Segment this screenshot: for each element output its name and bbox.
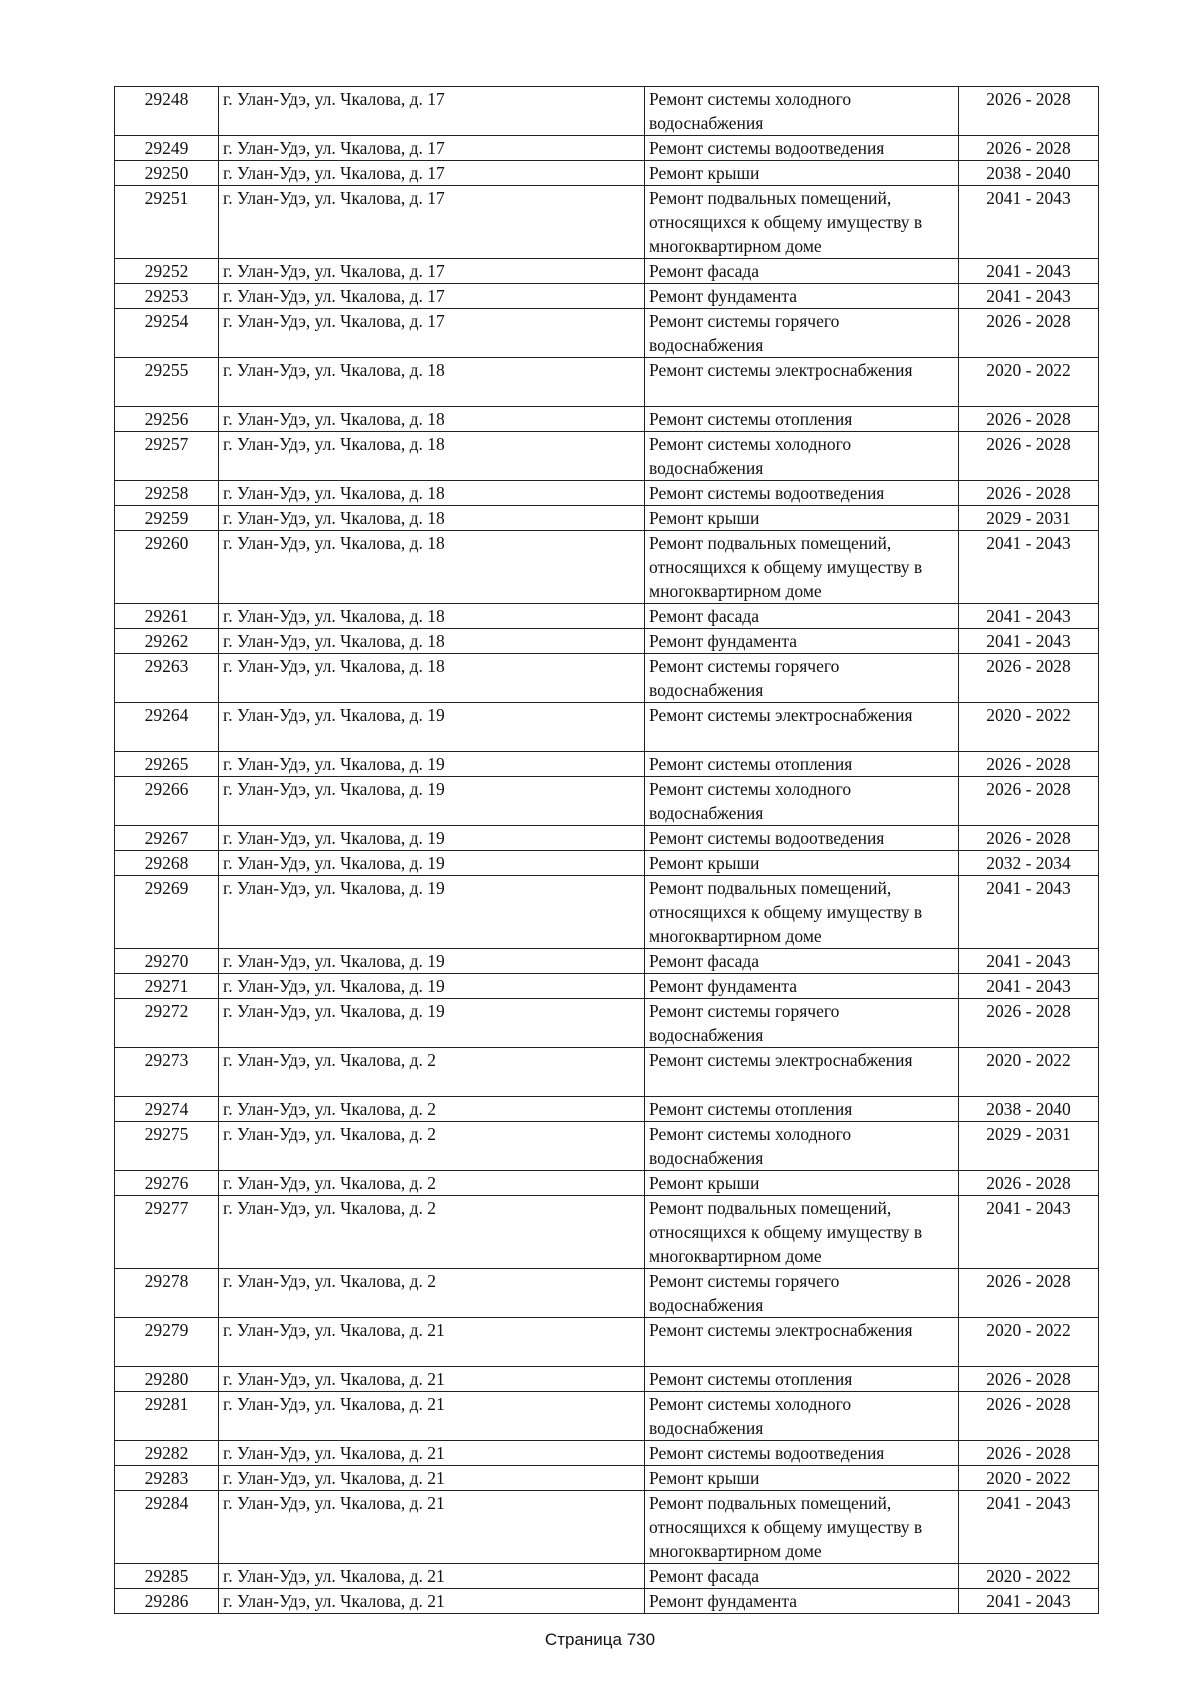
address-cell: г. Улан-Удэ, ул. Чкалова, д. 18 <box>219 530 645 603</box>
address-cell: г. Улан-Удэ, ул. Чкалова, д. 18 <box>219 480 645 505</box>
address-cell: г. Улан-Удэ, ул. Чкалова, д. 19 <box>219 703 645 752</box>
row-number-cell: 29261 <box>115 604 219 629</box>
period-cell: 2026 - 2028 <box>959 999 1099 1048</box>
row-number-cell: 29276 <box>115 1170 219 1195</box>
table-row <box>115 1195 1099 1268</box>
address-cell: г. Улан-Удэ, ул. Чкалова, д. 21 <box>219 1589 645 1614</box>
address-cell: г. Улан-Удэ, ул. Чкалова, д. 21 <box>219 1318 645 1367</box>
table-row <box>115 1391 1099 1440</box>
row-number-cell: 29269 <box>115 875 219 948</box>
period-cell: 2041 - 2043 <box>959 1195 1099 1268</box>
address-cell: г. Улан-Удэ, ул. Чкалова, д. 19 <box>219 999 645 1048</box>
row-number-cell: 29282 <box>115 1440 219 1465</box>
period-cell: 2026 - 2028 <box>959 1440 1099 1465</box>
table-row <box>115 1465 1099 1490</box>
table-row <box>115 1589 1099 1614</box>
work-type-cell: Ремонт фундамента <box>645 1589 959 1614</box>
work-type-cell: Ремонт системы отопления <box>645 1366 959 1391</box>
table-row <box>115 505 1099 530</box>
table-row <box>115 1170 1099 1195</box>
work-type-cell: Ремонт системы холодного водоснабжения <box>645 776 959 825</box>
row-number-cell: 29258 <box>115 480 219 505</box>
row-number-cell: 29283 <box>115 1465 219 1490</box>
table-row <box>115 136 1099 161</box>
period-cell: 2026 - 2028 <box>959 751 1099 776</box>
work-type-cell: Ремонт системы электроснабжения <box>645 1318 959 1367</box>
table-row <box>115 825 1099 850</box>
table-row <box>115 875 1099 948</box>
work-type-cell: Ремонт системы электроснабжения <box>645 703 959 752</box>
row-number-cell: 29254 <box>115 309 219 358</box>
row-number-cell: 29277 <box>115 1195 219 1268</box>
table-row <box>115 259 1099 284</box>
address-cell: г. Улан-Удэ, ул. Чкалова, д. 19 <box>219 875 645 948</box>
row-number-cell: 29253 <box>115 284 219 309</box>
address-cell: г. Улан-Удэ, ул. Чкалова, д. 17 <box>219 87 645 136</box>
period-cell: 2020 - 2022 <box>959 358 1099 407</box>
row-number-cell: 29260 <box>115 530 219 603</box>
table-row <box>115 776 1099 825</box>
address-cell: г. Улан-Удэ, ул. Чкалова, д. 19 <box>219 850 645 875</box>
table-row <box>115 530 1099 603</box>
row-number-cell: 29281 <box>115 1391 219 1440</box>
work-type-cell: Ремонт фундамента <box>645 974 959 999</box>
period-cell: 2041 - 2043 <box>959 604 1099 629</box>
period-cell: 2041 - 2043 <box>959 1490 1099 1563</box>
row-number-cell: 29266 <box>115 776 219 825</box>
address-cell: г. Улан-Удэ, ул. Чкалова, д. 2 <box>219 1048 645 1097</box>
address-cell: г. Улан-Удэ, ул. Чкалова, д. 18 <box>219 629 645 654</box>
period-cell: 2026 - 2028 <box>959 480 1099 505</box>
period-cell: 2038 - 2040 <box>959 161 1099 186</box>
row-number-cell: 29262 <box>115 629 219 654</box>
row-number-cell: 29274 <box>115 1096 219 1121</box>
row-number-cell: 29284 <box>115 1490 219 1563</box>
address-cell: г. Улан-Удэ, ул. Чкалова, д. 19 <box>219 949 645 974</box>
period-cell: 2026 - 2028 <box>959 1269 1099 1318</box>
row-number-cell: 29285 <box>115 1564 219 1589</box>
period-cell: 2032 - 2034 <box>959 850 1099 875</box>
work-type-cell: Ремонт системы водоотведения <box>645 825 959 850</box>
work-type-cell: Ремонт системы горячего водоснабжения <box>645 999 959 1048</box>
row-number-cell: 29268 <box>115 850 219 875</box>
period-cell: 2041 - 2043 <box>959 949 1099 974</box>
row-number-cell: 29255 <box>115 358 219 407</box>
address-cell: г. Улан-Удэ, ул. Чкалова, д. 18 <box>219 406 645 431</box>
work-type-cell: Ремонт подвальных помещений, относящихся к общему имуществу в многоквартирном доме <box>645 186 959 259</box>
work-type-cell: Ремонт системы водоотведения <box>645 480 959 505</box>
address-cell: г. Улан-Удэ, ул. Чкалова, д. 18 <box>219 431 645 480</box>
table-row <box>115 1096 1099 1121</box>
work-type-cell: Ремонт фундамента <box>645 629 959 654</box>
work-type-cell: Ремонт подвальных помещений, относящихся к общему имуществу в многоквартирном доме <box>645 1195 959 1268</box>
period-cell: 2020 - 2022 <box>959 1564 1099 1589</box>
row-number-cell: 29250 <box>115 161 219 186</box>
row-number-cell: 29270 <box>115 949 219 974</box>
row-number-cell: 29267 <box>115 825 219 850</box>
work-type-cell: Ремонт системы холодного водоснабжения <box>645 1121 959 1170</box>
period-cell: 2026 - 2028 <box>959 431 1099 480</box>
row-number-cell: 29280 <box>115 1366 219 1391</box>
table-row <box>115 309 1099 358</box>
row-number-cell: 29251 <box>115 186 219 259</box>
table-row <box>115 629 1099 654</box>
address-cell: г. Улан-Удэ, ул. Чкалова, д. 21 <box>219 1490 645 1563</box>
table-row <box>115 604 1099 629</box>
work-type-cell: Ремонт системы водоотведения <box>645 1440 959 1465</box>
work-type-cell: Ремонт фундамента <box>645 284 959 309</box>
table-row <box>115 1366 1099 1391</box>
period-cell: 2026 - 2028 <box>959 776 1099 825</box>
work-type-cell: Ремонт крыши <box>645 850 959 875</box>
row-number-cell: 29259 <box>115 505 219 530</box>
table-row <box>115 87 1099 136</box>
address-cell: г. Улан-Удэ, ул. Чкалова, д. 21 <box>219 1440 645 1465</box>
period-cell: 2020 - 2022 <box>959 1465 1099 1490</box>
address-cell: г. Улан-Удэ, ул. Чкалова, д. 17 <box>219 309 645 358</box>
address-cell: г. Улан-Удэ, ул. Чкалова, д. 18 <box>219 654 645 703</box>
work-type-cell: Ремонт системы водоотведения <box>645 136 959 161</box>
address-cell: г. Улан-Удэ, ул. Чкалова, д. 19 <box>219 825 645 850</box>
table-row <box>115 949 1099 974</box>
period-cell: 2026 - 2028 <box>959 1391 1099 1440</box>
period-cell: 2041 - 2043 <box>959 1589 1099 1614</box>
address-cell: г. Улан-Удэ, ул. Чкалова, д. 18 <box>219 358 645 407</box>
work-type-cell: Ремонт фасада <box>645 1564 959 1589</box>
row-number-cell: 29275 <box>115 1121 219 1170</box>
repair-schedule-table <box>114 86 1099 1614</box>
address-cell: г. Улан-Удэ, ул. Чкалова, д. 17 <box>219 259 645 284</box>
row-number-cell: 29263 <box>115 654 219 703</box>
work-type-cell: Ремонт системы горячего водоснабжения <box>645 654 959 703</box>
work-type-cell: Ремонт крыши <box>645 161 959 186</box>
work-type-cell: Ремонт крыши <box>645 505 959 530</box>
work-type-cell: Ремонт системы холодного водоснабжения <box>645 1391 959 1440</box>
work-type-cell: Ремонт крыши <box>645 1465 959 1490</box>
work-type-cell: Ремонт системы электроснабжения <box>645 358 959 407</box>
period-cell: 2020 - 2022 <box>959 1048 1099 1097</box>
period-cell: 2026 - 2028 <box>959 825 1099 850</box>
period-cell: 2026 - 2028 <box>959 406 1099 431</box>
row-number-cell: 29278 <box>115 1269 219 1318</box>
row-number-cell: 29272 <box>115 999 219 1048</box>
period-cell: 2020 - 2022 <box>959 1318 1099 1367</box>
period-cell: 2026 - 2028 <box>959 1366 1099 1391</box>
period-cell: 2029 - 2031 <box>959 505 1099 530</box>
table-row <box>115 751 1099 776</box>
address-cell: г. Улан-Удэ, ул. Чкалова, д. 2 <box>219 1121 645 1170</box>
table-row <box>115 358 1099 407</box>
period-cell: 2038 - 2040 <box>959 1096 1099 1121</box>
work-type-cell: Ремонт системы холодного водоснабжения <box>645 431 959 480</box>
period-cell: 2041 - 2043 <box>959 974 1099 999</box>
period-cell: 2041 - 2043 <box>959 629 1099 654</box>
table-row <box>115 999 1099 1048</box>
address-cell: г. Улан-Удэ, ул. Чкалова, д. 2 <box>219 1269 645 1318</box>
address-cell: г. Улан-Удэ, ул. Чкалова, д. 21 <box>219 1564 645 1589</box>
work-type-cell: Ремонт подвальных помещений, относящихся к общему имуществу в многоквартирном доме <box>645 530 959 603</box>
period-cell: 2041 - 2043 <box>959 259 1099 284</box>
work-type-cell: Ремонт системы горячего водоснабжения <box>645 309 959 358</box>
address-cell: г. Улан-Удэ, ул. Чкалова, д. 2 <box>219 1096 645 1121</box>
period-cell: 2026 - 2028 <box>959 654 1099 703</box>
address-cell: г. Улан-Удэ, ул. Чкалова, д. 2 <box>219 1195 645 1268</box>
row-number-cell: 29273 <box>115 1048 219 1097</box>
period-cell: 2041 - 2043 <box>959 186 1099 259</box>
table-row <box>115 406 1099 431</box>
work-type-cell: Ремонт фасада <box>645 949 959 974</box>
table-row <box>115 1318 1099 1367</box>
row-number-cell: 29265 <box>115 751 219 776</box>
address-cell: г. Улан-Удэ, ул. Чкалова, д. 18 <box>219 604 645 629</box>
table-row <box>115 161 1099 186</box>
address-cell: г. Улан-Удэ, ул. Чкалова, д. 21 <box>219 1366 645 1391</box>
work-type-cell: Ремонт системы холодного водоснабжения <box>645 87 959 136</box>
row-number-cell: 29264 <box>115 703 219 752</box>
page-number: Страница 730 <box>544 1630 656 1649</box>
table-row <box>115 480 1099 505</box>
row-number-cell: 29279 <box>115 1318 219 1367</box>
work-type-cell: Ремонт системы электроснабжения <box>645 1048 959 1097</box>
period-cell: 2041 - 2043 <box>959 284 1099 309</box>
table-row <box>115 186 1099 259</box>
address-cell: г. Улан-Удэ, ул. Чкалова, д. 2 <box>219 1170 645 1195</box>
table-row <box>115 284 1099 309</box>
period-cell: 2026 - 2028 <box>959 309 1099 358</box>
address-cell: г. Улан-Удэ, ул. Чкалова, д. 17 <box>219 136 645 161</box>
table-row <box>115 1440 1099 1465</box>
table-row <box>115 1564 1099 1589</box>
address-cell: г. Улан-Удэ, ул. Чкалова, д. 17 <box>219 284 645 309</box>
table-row <box>115 850 1099 875</box>
work-type-cell: Ремонт системы отопления <box>645 406 959 431</box>
row-number-cell: 29286 <box>115 1589 219 1614</box>
period-cell: 2041 - 2043 <box>959 875 1099 948</box>
work-type-cell: Ремонт подвальных помещений, относящихся к общему имуществу в многоквартирном доме <box>645 875 959 948</box>
work-type-cell: Ремонт системы отопления <box>645 751 959 776</box>
row-number-cell: 29248 <box>115 87 219 136</box>
address-cell: г. Улан-Удэ, ул. Чкалова, д. 21 <box>219 1391 645 1440</box>
table-row <box>115 1048 1099 1097</box>
table-row <box>115 1490 1099 1563</box>
table-row <box>115 654 1099 703</box>
address-cell: г. Улан-Удэ, ул. Чкалова, д. 19 <box>219 776 645 825</box>
work-type-cell: Ремонт системы отопления <box>645 1096 959 1121</box>
work-type-cell: Ремонт крыши <box>645 1170 959 1195</box>
table-row <box>115 431 1099 480</box>
period-cell: 2026 - 2028 <box>959 1170 1099 1195</box>
table-body <box>115 87 1099 1614</box>
work-type-cell: Ремонт фасада <box>645 604 959 629</box>
row-number-cell: 29271 <box>115 974 219 999</box>
row-number-cell: 29252 <box>115 259 219 284</box>
table-row <box>115 1121 1099 1170</box>
period-cell: 2026 - 2028 <box>959 87 1099 136</box>
row-number-cell: 29256 <box>115 406 219 431</box>
work-type-cell: Ремонт подвальных помещений, относящихся к общему имуществу в многоквартирном доме <box>645 1490 959 1563</box>
period-cell: 2041 - 2043 <box>959 530 1099 603</box>
address-cell: г. Улан-Удэ, ул. Чкалова, д. 21 <box>219 1465 645 1490</box>
address-cell: г. Улан-Удэ, ул. Чкалова, д. 17 <box>219 161 645 186</box>
table-row <box>115 974 1099 999</box>
row-number-cell: 29249 <box>115 136 219 161</box>
address-cell: г. Улан-Удэ, ул. Чкалова, д. 17 <box>219 186 645 259</box>
work-type-cell: Ремонт фасада <box>645 259 959 284</box>
address-cell: г. Улан-Удэ, ул. Чкалова, д. 18 <box>219 505 645 530</box>
period-cell: 2029 - 2031 <box>959 1121 1099 1170</box>
table-row <box>115 703 1099 752</box>
address-cell: г. Улан-Удэ, ул. Чкалова, д. 19 <box>219 974 645 999</box>
period-cell: 2020 - 2022 <box>959 703 1099 752</box>
table-row <box>115 1269 1099 1318</box>
work-type-cell: Ремонт системы горячего водоснабжения <box>645 1269 959 1318</box>
address-cell: г. Улан-Удэ, ул. Чкалова, д. 19 <box>219 751 645 776</box>
row-number-cell: 29257 <box>115 431 219 480</box>
period-cell: 2026 - 2028 <box>959 136 1099 161</box>
